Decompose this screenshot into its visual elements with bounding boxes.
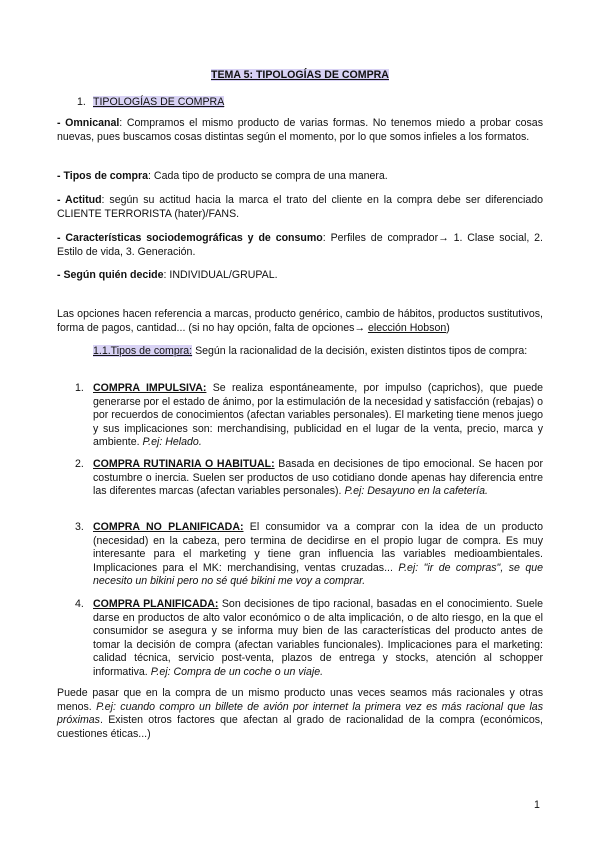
term-text: : según su actitud hacia la marca el trato del cliente en la compra debe ser diferenciado CLIENTE TERRORISTA (hater)/FANS.: [57, 194, 543, 220]
term-label: - Tipos de compra: [57, 170, 149, 182]
subsection-text: Según la racionalidad de la decisión, existen distintos tipos de compra:: [192, 345, 528, 357]
closing-text: Puede pasar que en la compra de un mismo producto unas veces seamos más racionales y otras menos.: [57, 687, 543, 713]
term-text: : Cada tipo de producto se compra de una manera.: [148, 170, 388, 182]
term-label: - Actitud: [57, 194, 102, 206]
list-item-title: COMPRA RUTINARIA O HABITUAL:: [93, 458, 275, 470]
list-item-text: El consumidor va a comprar con la idea de un producto (necesidad) en la cabeza, pero termina de decidirse en el propio lugar de compra. Es muy interesante para el marketing y tiene gran influencia las variables medioambientales. Implicaciones para el MK: merchandising, ventas cruzadas...: [93, 521, 543, 574]
subsection-intro: [93, 345, 543, 359]
title-text: TEMA 5: TIPOLOGÍAS DE COMPRA: [211, 69, 389, 81]
list-number: 1.: [75, 382, 84, 394]
paragraph-sociodemograficas: [57, 232, 543, 259]
list-item: [75, 382, 543, 450]
list-item: [75, 458, 543, 499]
list-item-text: Son decisiones de tipo racional, basadas en el conocimiento. Suele darse en productos de alto valor económico o de alta implicación, o de alto riesgo, en la que el consumidor se asegura y se informa muy bien de las características del producto antes de tomar la decisión de compra (afectan variables funcionales). Implicaciones para el marketing: calidad técnica, servicio post-venta, plazos de entrega y stocks, atención al schopper informativa.: [93, 598, 543, 678]
list-item-example: P.ej: Helado.: [142, 436, 202, 449]
list-item: [75, 598, 543, 680]
closing-paragraph: [57, 687, 543, 741]
list-number: 3.: [75, 521, 84, 533]
list-number: 2.: [75, 458, 84, 470]
options-text: Las opciones hacen referencia a marcas, producto genérico, cambio de hábitos, productos sustitutivos, forma de pagos, cantidad... (si no hay opción, falta de opciones→: [57, 308, 543, 334]
page-number: 1: [534, 799, 540, 811]
paragraph-tipos-compra: [57, 170, 543, 184]
list-item-example: P.ej: Compra de un coche o un viaje.: [150, 665, 324, 678]
paragraph-opciones: [57, 308, 543, 335]
closing-example: P.ej: cuando compro un billete de avión por internet la primera vez es más racional que las próximas: [57, 700, 543, 727]
document-title: [0, 69, 600, 83]
paragraph-quien-decide: [57, 269, 543, 283]
list-item-title: COMPRA IMPULSIVA:: [93, 382, 207, 394]
term-label: - Según quién decide: [57, 269, 164, 281]
term-text: : INDIVIDUAL/GRUPAL.: [163, 269, 278, 281]
list-item-title: COMPRA PLANIFICADA:: [93, 598, 219, 610]
subsection-label: 1.1.Tipos de compra:: [93, 345, 193, 357]
paragraph-omnicanal: [57, 117, 543, 144]
list-item: [75, 521, 543, 589]
paragraph-actitud: [57, 194, 543, 221]
list-item-text: Se realiza espontáneamente, por impulso (caprichos), que puede generarse por el estado de ánimo, por la estimulación de la necesidad y satisfacción (rebajas) o por recuerdos de conocimientos (afectan variables personales). El marketing tiene menos juego y sus implicaciones son: merchandising, publicidad en el lugar de la venta, precio, marca y ambiente.: [93, 382, 543, 449]
list-number: 4.: [75, 598, 84, 610]
hobson-link: elección Hobson: [367, 321, 447, 334]
term-label: - Omnicanal: [57, 117, 120, 129]
list-item-title: COMPRA NO PLANIFICADA:: [93, 521, 244, 533]
list-item-example: P.ej: "ir de compras", se que necesito un bikini pero no sé qué bikini me voy a comprar.: [93, 561, 543, 588]
term-label: - Características sociodemográficas y de consumo: [57, 232, 323, 244]
list-item-text: Basada en decisiones de tipo emocional. Se hacen por costumbre o inercia. Suelen ser productos de uso cotidiano donde apenas hay diferencia entre las diferentes marcas (afectan variables personales).: [93, 458, 543, 498]
section-number: 1.: [77, 96, 86, 108]
term-text: : Perfiles de comprador→ 1. Clase social, 2. Estilo de vida, 3. Generación.: [57, 232, 543, 258]
options-end: ): [446, 321, 450, 334]
section-title: TIPOLOGÍAS DE COMPRA: [93, 96, 225, 108]
closing-end: . Existen otros factores que afectan al grado de racionalidad de la compra (económicos, cuestiones éticas...): [57, 714, 543, 740]
list-item-example: P.ej: Desayuno en la cafetería.: [344, 485, 488, 498]
term-text: : Compramos el mismo producto de varias formas. No tenemos miedo a probar cosas nuevas, pues buscamos cosas distintas según el momento, por lo que somos infieles a los formatos.: [57, 117, 543, 143]
section-heading: [77, 96, 224, 110]
